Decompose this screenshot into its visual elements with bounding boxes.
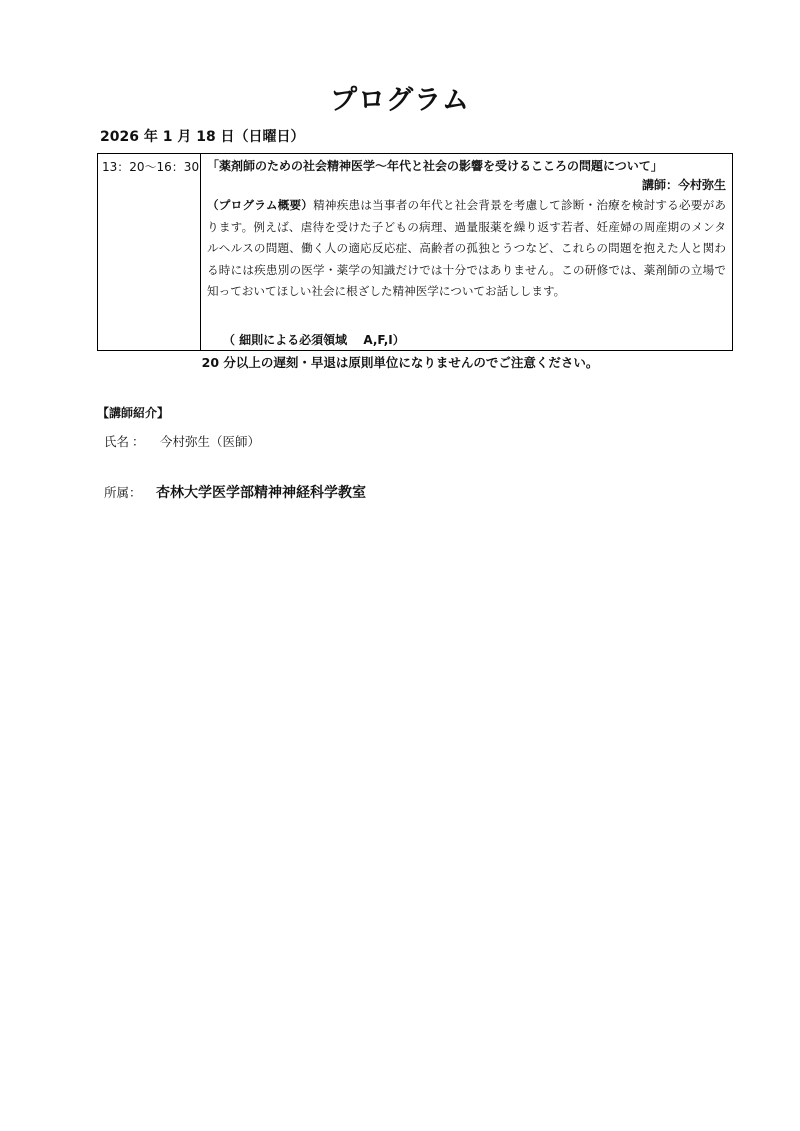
program-table xyxy=(97,153,733,351)
summary-label: （プログラム概要） xyxy=(207,198,314,212)
instructor-name-row xyxy=(104,432,260,450)
name-label: 氏名 xyxy=(104,434,130,449)
required-areas: （ 細則による必須領域 A,F,I） xyxy=(223,333,405,347)
content-cell xyxy=(201,154,732,350)
instructor-affiliation-row xyxy=(104,482,366,502)
event-date: 2026 年 1 月 18 日（日曜日） xyxy=(100,129,305,145)
name-separator: ： xyxy=(132,434,145,449)
program-summary xyxy=(207,195,726,303)
summary-text: 精神疾患は当事者の年代と社会背景を考慮して診断・治療を検討する必要があります。例えば、虐待を受けた子どもの病理、過量服薬を繰り返す若者、妊産婦の周産期のメンタルヘルスの問題、働く人の適応反応症、高齢者の孤独とうつなど、これらの問題を抱えた人と関わる時には疾患別の医学・薬学の知識だけでは十分ではありません。この研修では、薬剤師の立場で知っておいてほしい社会に根ざした精神医学についてお話しします。 xyxy=(207,198,726,298)
name-value: 今村弥生（医師） xyxy=(160,434,261,449)
session-title: 「薬剤師のための社会精神医学～年代と社会の影響を受けるこころの問題について」 xyxy=(207,159,663,173)
affiliation-value: 杏林大学医学部精神神経科学教室 xyxy=(156,485,366,501)
attendance-notice: 20 分以上の遅刻・早退は原則単位になりませんのでご注意ください。 xyxy=(201,355,599,370)
affiliation-label: 所属： xyxy=(104,485,142,500)
time-cell: 13：20～16：30 xyxy=(98,154,201,350)
instructor-heading: 【講師紹介】 xyxy=(97,406,170,420)
page-title: プログラム xyxy=(330,85,470,116)
lecturer-label: 講師：今村弥生 xyxy=(641,178,726,192)
